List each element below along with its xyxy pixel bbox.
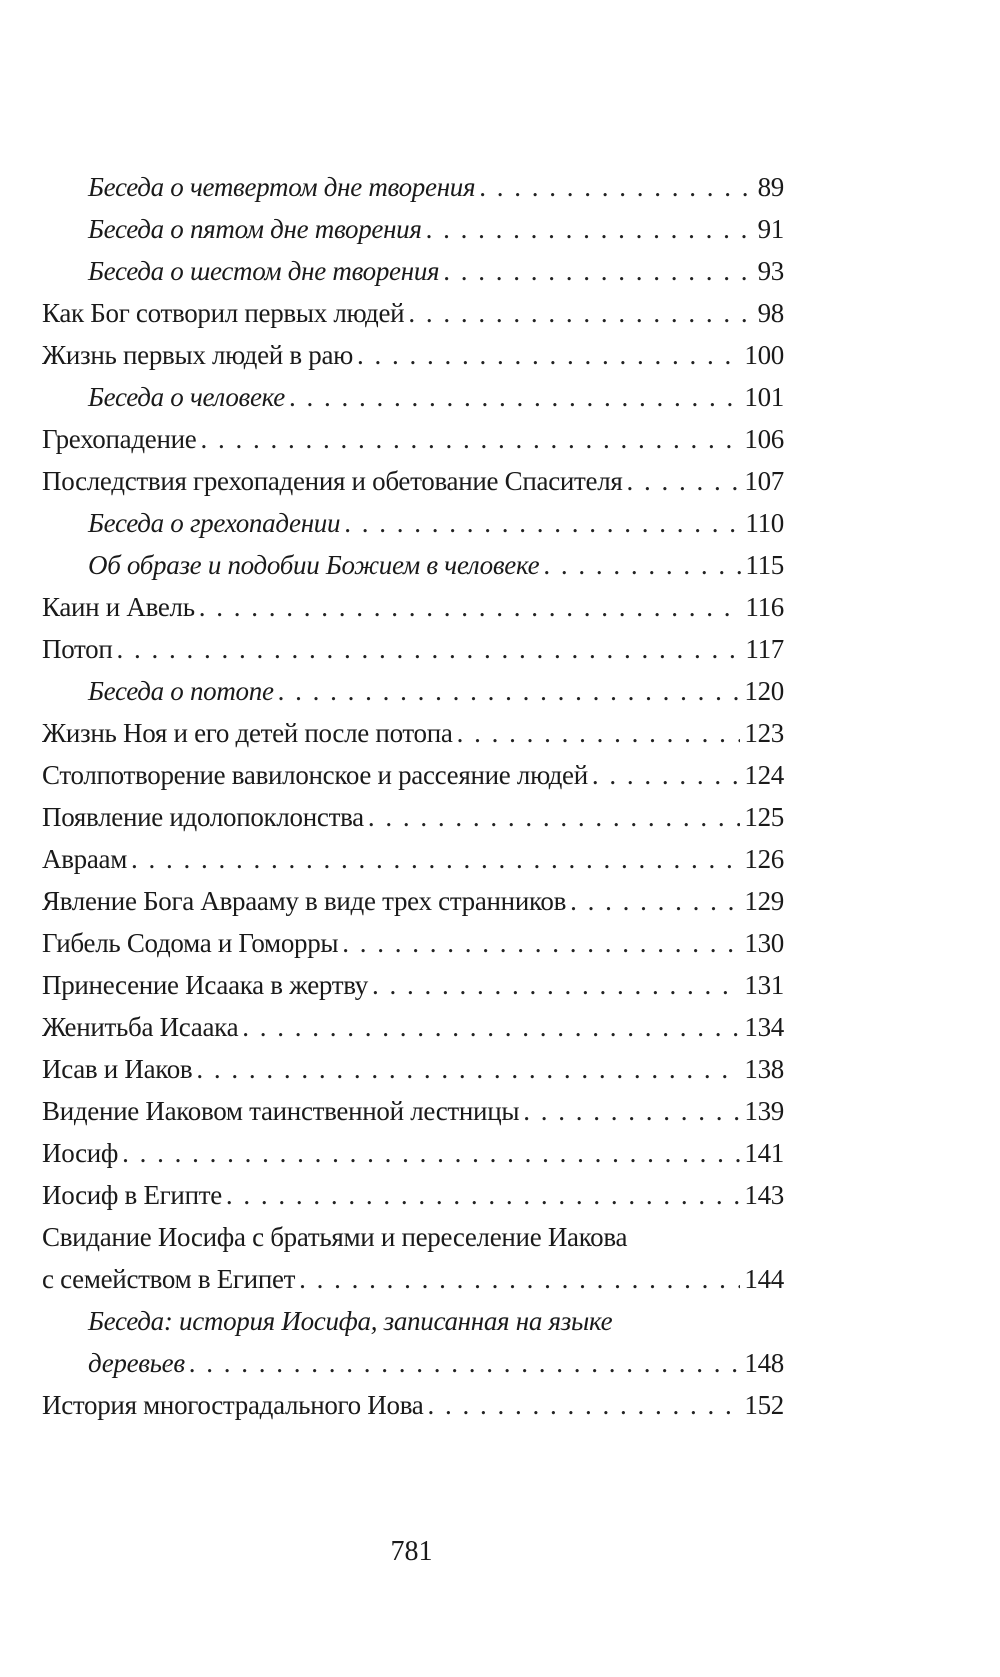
dot-leader: [592, 754, 741, 796]
toc-entry: [42, 796, 784, 838]
toc-entry-title-line1: Свидание Иосифа с братьями и переселение Иакова: [42, 1222, 628, 1252]
toc-entry-title: Исав и Иаков: [42, 1054, 193, 1084]
toc-entry-page: 91: [757, 214, 784, 244]
dot-leader: [199, 586, 742, 628]
dot-leader: [117, 628, 742, 670]
toc-entry: [42, 460, 784, 502]
toc-entry-title: Беседа о грехопадении: [88, 508, 341, 538]
dot-leader: [226, 1174, 740, 1216]
toc-entry: [42, 1132, 784, 1174]
toc-entry-title: Женитьба Исаака: [42, 1012, 239, 1042]
toc-entry-page: 89: [757, 172, 784, 202]
toc-entry: [42, 754, 784, 796]
dot-leader: [242, 1006, 740, 1048]
toc-entry-title: Каин и Авель: [42, 592, 195, 622]
dot-leader: [479, 166, 753, 208]
dot-leader: [196, 1048, 740, 1090]
toc-entry: [42, 964, 784, 1006]
dot-leader: [372, 964, 740, 1006]
toc-entry-title: Иосиф: [42, 1138, 119, 1168]
toc-entry-title: Об образе и подобии Божием в человеке: [88, 550, 540, 580]
toc-entry-title: Жизнь первых людей в раю: [42, 340, 354, 370]
toc-entry: [42, 334, 784, 376]
toc-entry-title: Жизнь Ноя и его детей после потопа: [42, 718, 453, 748]
dot-leader: [408, 292, 753, 334]
toc-entry: [42, 1006, 784, 1048]
toc-entry-page: 134: [744, 1012, 784, 1042]
toc-entry: [42, 502, 784, 544]
toc-entry: [42, 1300, 784, 1384]
toc-entry-title-line2: деревьев: [88, 1348, 185, 1378]
toc-entry: [42, 628, 784, 670]
toc-entry-title: Как Бог сотворил первых людей: [42, 298, 405, 328]
toc-entry-title: Беседа о четвертом дне творения: [88, 172, 476, 202]
toc-entry-title: Грехопадение: [42, 424, 197, 454]
toc-entry-page: 93: [757, 256, 784, 286]
toc-entry: [42, 1048, 784, 1090]
dot-leader: [443, 250, 753, 292]
toc-entry-page: 107: [744, 466, 784, 496]
toc-entry-page: 148: [744, 1348, 784, 1378]
toc-entry: [42, 166, 784, 208]
toc-entry-page: 120: [744, 676, 784, 706]
toc-entry-page: 110: [745, 508, 784, 538]
dot-leader: [289, 376, 740, 418]
toc-entry-title-line1: Беседа: история Иосифа, записанная на языке: [88, 1306, 613, 1336]
toc-entry: [42, 1216, 784, 1300]
toc-entry-page: 100: [744, 340, 784, 370]
toc-entry-page: 124: [744, 760, 784, 790]
toc-entry: [42, 922, 784, 964]
toc-entry-title: Беседа о потопе: [88, 676, 274, 706]
dot-leader: [357, 334, 740, 376]
toc-entry-title: Появление идолопоклонства: [42, 802, 364, 832]
toc-entry-title: Беседа о пятом дне творения: [88, 214, 422, 244]
toc-entry-title-line2: с семейством в Египет: [42, 1264, 296, 1294]
dot-leader: [278, 670, 741, 712]
toc-entry-page: 117: [745, 634, 784, 664]
dot-leader: [200, 418, 740, 460]
toc-entry-page: 106: [744, 424, 784, 454]
toc-entry-title: История многострадального Иова: [42, 1390, 424, 1420]
dot-leader: [131, 838, 740, 880]
dot-leader: [627, 460, 741, 502]
toc-entry: [42, 376, 784, 418]
toc-entry-title: Авраам: [42, 844, 128, 874]
toc-entry: [42, 250, 784, 292]
dot-leader: [189, 1342, 741, 1384]
toc-entry-page: 131: [744, 970, 784, 1000]
toc-entry-page: 125: [744, 802, 784, 832]
dot-leader: [426, 208, 754, 250]
toc-entry-title: Иосиф в Египте: [42, 1180, 222, 1210]
toc-entry-page: 129: [744, 886, 784, 916]
dot-leader: [457, 712, 741, 754]
toc-entry-page: 130: [744, 928, 784, 958]
toc-entry-title: Видение Иаковом таинственной лестницы: [42, 1096, 520, 1126]
toc-entry: [42, 670, 784, 712]
toc-entry-title: Столпотворение вавилонское и рассеяние людей: [42, 760, 588, 790]
toc-entry-page: 139: [744, 1096, 784, 1126]
toc-entry-title: Беседа о шестом дне творения: [88, 256, 440, 286]
toc-entry-page: 143: [744, 1180, 784, 1210]
toc-entry-page: 116: [745, 592, 784, 622]
toc-entry: [42, 418, 784, 460]
toc-entry: [42, 292, 784, 334]
toc-entry-page: 126: [744, 844, 784, 874]
page-number: 781: [390, 1536, 433, 1567]
dot-leader: [342, 922, 740, 964]
toc-entry: [42, 880, 784, 922]
toc-entry: [42, 1090, 784, 1132]
dot-leader: [344, 502, 741, 544]
toc-entry-title: Принесение Исаака в жертву: [42, 970, 368, 1000]
toc-entry-page: 115: [745, 550, 784, 580]
dot-leader: [427, 1384, 740, 1426]
toc-entry-page: 101: [744, 382, 784, 412]
toc-entry-title: Беседа о человеке: [88, 382, 285, 412]
toc-entry-title: Потоп: [42, 634, 113, 664]
toc-entry-title: Гибель Содома и Гоморры: [42, 928, 339, 958]
toc-entry: [42, 838, 784, 880]
toc-entry: [42, 208, 784, 250]
toc-entry: [42, 1384, 784, 1426]
dot-leader: [543, 544, 741, 586]
toc-entry-page: 123: [744, 718, 784, 748]
toc-entry: [42, 586, 784, 628]
table-of-contents: [42, 166, 784, 1426]
dot-leader: [368, 796, 741, 838]
toc-entry-page: 98: [757, 298, 784, 328]
toc-entry-title: Последствия грехопадения и обетование Спасителя: [42, 466, 623, 496]
toc-entry: [42, 544, 784, 586]
toc-entry-page: 152: [744, 1390, 784, 1420]
toc-entry-page: 141: [744, 1138, 784, 1168]
dot-leader: [570, 880, 740, 922]
toc-entry-page: 138: [744, 1054, 784, 1084]
toc-entry: [42, 1174, 784, 1216]
toc-entry-title: Явление Бога Аврааму в виде трех странников: [42, 886, 567, 916]
dot-leader: [122, 1132, 740, 1174]
dot-leader: [523, 1090, 740, 1132]
dot-leader: [299, 1258, 740, 1300]
toc-entry-page: 144: [744, 1264, 784, 1294]
toc-entry: [42, 712, 784, 754]
